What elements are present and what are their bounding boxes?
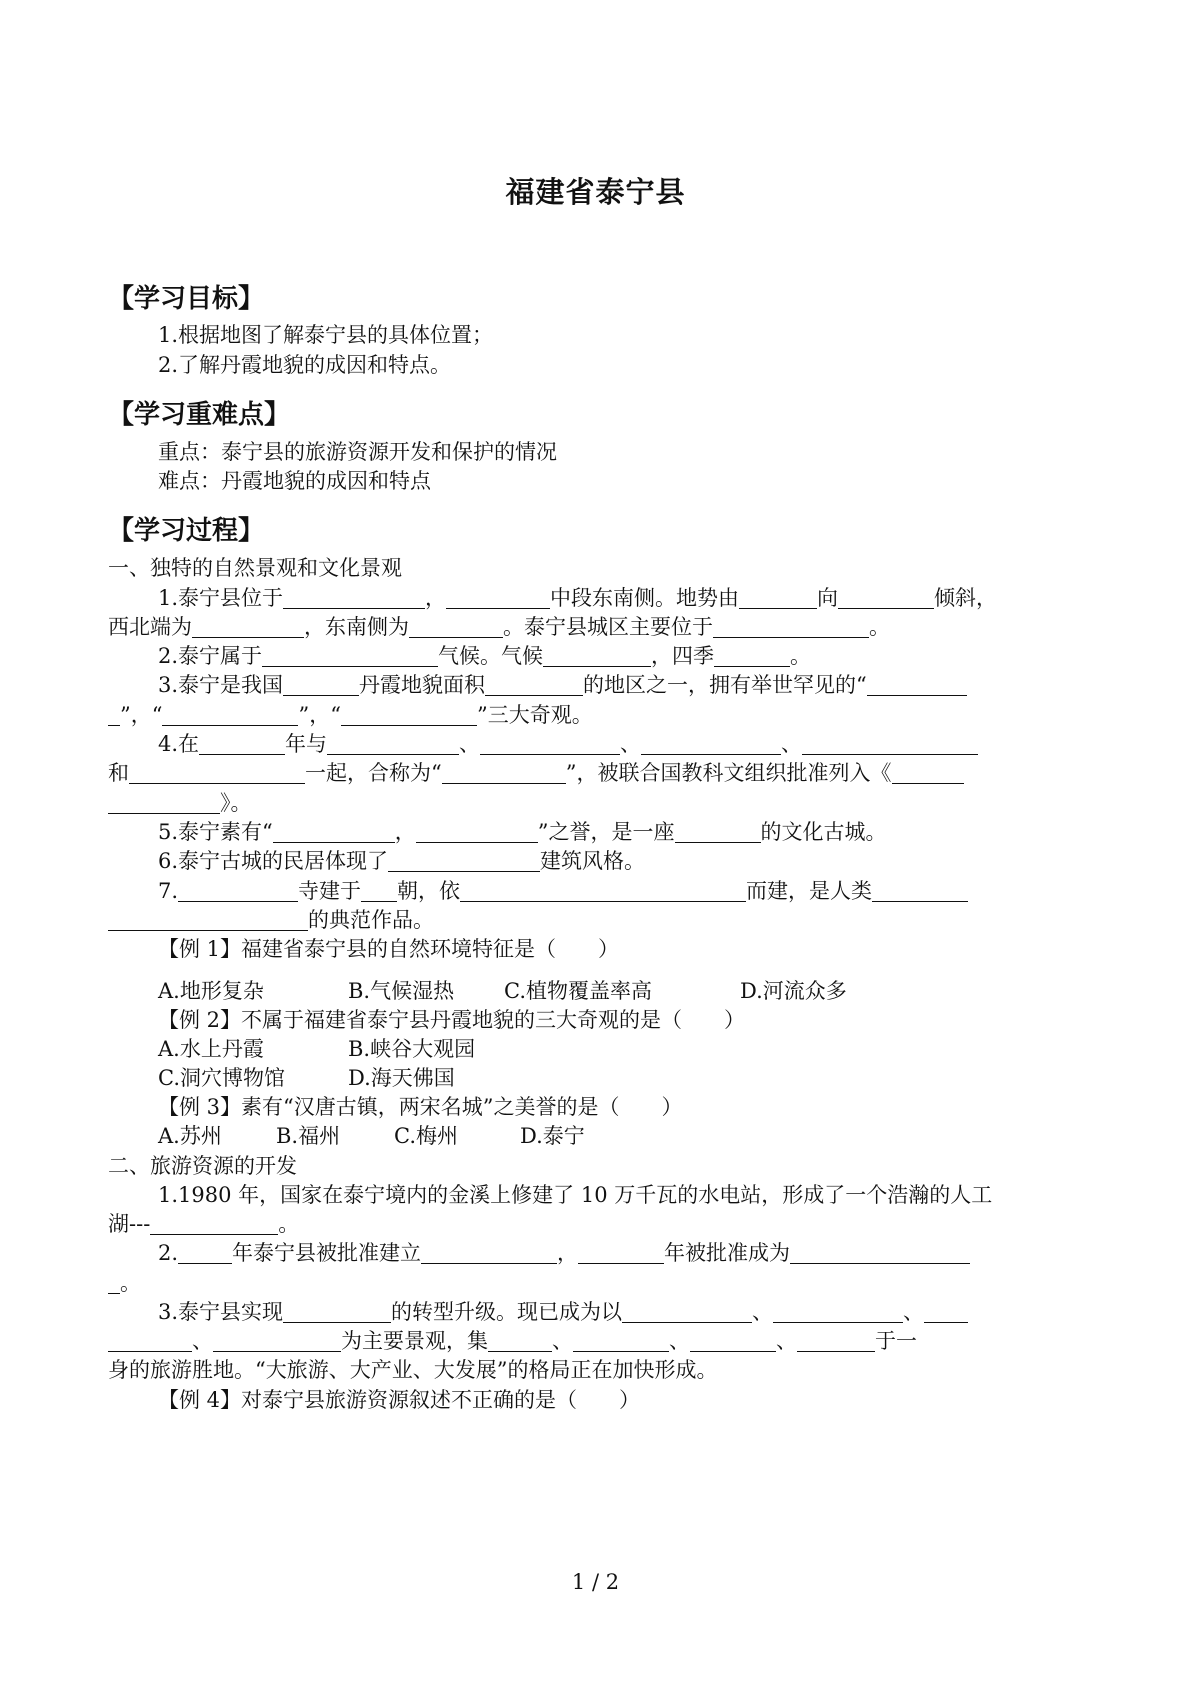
answer-blank[interactable] [488, 1330, 552, 1352]
part2-question-3-line-1: 3.泰宁县实现 的转型升级。现已成为以 、 、 [158, 1297, 968, 1327]
option-b[interactable]: B.福州 [276, 1124, 341, 1148]
answer-blank[interactable] [327, 733, 459, 755]
question-1-line-2: 西北端为 ，东南侧为 。泰宁县城区主要位于 。 [108, 615, 890, 639]
objectives-heading: 【学习目标】 [108, 284, 265, 314]
example-3-question: 【例 3】素有“汉唐古镇，两宋名城”之美誉的是（ ） [158, 1095, 683, 1119]
answer-blank[interactable] [714, 645, 790, 667]
answer-blank[interactable] [361, 880, 397, 902]
example-2-question: 【例 2】不属于福建省泰宁县丹霞地貌的三大奇观的是（ ） [158, 1008, 746, 1032]
option-a[interactable]: A.地形复杂 [158, 979, 264, 1003]
option-a[interactable]: A.苏州 [158, 1124, 222, 1148]
option-c[interactable]: C.植物覆盖率高 [504, 979, 652, 1003]
answer-blank[interactable] [108, 1330, 192, 1352]
answer-blank[interactable] [150, 1213, 278, 1235]
answer-blank[interactable] [641, 733, 781, 755]
question-5: 5.泰宁素有“ ， ”之誉，是一座 的文化古城。 [158, 820, 887, 844]
answer-blank[interactable] [924, 1301, 968, 1323]
answer-blank[interactable] [773, 1301, 903, 1323]
answer-blank[interactable] [573, 1330, 669, 1352]
example-4-question: 【例 4】对泰宁县旅游资源叙述不正确的是（ ） [158, 1388, 641, 1412]
answer-blank[interactable] [341, 704, 477, 726]
answer-blank[interactable] [790, 1242, 970, 1264]
option-c[interactable]: C.梅州 [394, 1124, 458, 1148]
answer-blank[interactable] [485, 674, 583, 696]
part2-question-2-line-1: 2. 年泰宁县被批准建立 ， 年被批准成为 [158, 1238, 970, 1268]
answer-blank[interactable] [108, 704, 120, 726]
question-2: 2.泰宁属于 气候。气候 ，四季 。 [158, 644, 812, 668]
example-2-options-row-2 [158, 1063, 455, 1093]
answer-blank[interactable] [213, 1330, 341, 1352]
answer-blank[interactable] [108, 909, 308, 931]
page-title: 福建省泰宁县 [505, 175, 686, 209]
answer-blank[interactable] [460, 880, 746, 902]
part2-question-2-line-2: 。 [108, 1268, 141, 1298]
answer-blank[interactable] [283, 674, 359, 696]
answer-blank[interactable] [108, 1272, 120, 1294]
answer-blank[interactable] [446, 587, 550, 609]
option-d[interactable]: D.泰宁 [520, 1124, 585, 1148]
option-d[interactable]: D.河流众多 [740, 979, 847, 1003]
answer-blank[interactable] [178, 1242, 232, 1264]
answer-blank[interactable] [108, 792, 220, 814]
part2-question-1-line-2: 湖--- 。 [108, 1212, 300, 1236]
answer-blank[interactable] [262, 645, 438, 667]
page-number: 1 / 2 [571, 1570, 620, 1594]
question-3-line-1: 3.泰宁是我国 丹霞地貌面积 的地区之一，拥有举世罕见的“ [158, 670, 967, 700]
answer-blank[interactable] [129, 762, 305, 784]
option-d[interactable]: D.海天佛国 [348, 1066, 455, 1090]
answer-blank[interactable] [872, 880, 968, 902]
answer-blank[interactable] [416, 821, 538, 843]
process-heading: 【学习过程】 [108, 516, 265, 546]
question-7-line-2: 的典范作品。 [108, 905, 434, 935]
example-1-question: 【例 1】福建省泰宁县的自然环境特征是（ ） [158, 937, 620, 961]
answer-blank[interactable] [675, 821, 761, 843]
answer-blank[interactable] [797, 1330, 875, 1352]
question-7-line-1: 7. 寺建于 朝，依 而建，是人类 [158, 876, 968, 906]
example-2-options-row-1 [158, 1034, 475, 1064]
answer-blank[interactable] [480, 733, 620, 755]
section-two-heading: 二、旅游资源的开发 [108, 1154, 297, 1178]
answer-blank[interactable] [273, 821, 395, 843]
answer-blank[interactable] [442, 762, 566, 784]
part2-question-1-line-1: 1.1980 年，国家在泰宁境内的金溪上修建了 10 万千瓦的水电站，形成了一个浩瀚的人工 [158, 1183, 993, 1207]
part2-question-3-line-3: 身的旅游胜地。“大旅游、大产业、大发展”的格局正在加快形成。 [108, 1358, 718, 1382]
keypoints-heading: 【学习重难点】 [108, 400, 291, 430]
objective-item: 2.了解丹霞地貌的成因和特点。 [158, 353, 452, 377]
question-3-line-2: ”，“ ”，“ ”三大奇观。 [108, 700, 593, 730]
answer-blank[interactable] [283, 1301, 391, 1323]
part2-question-3-line-2: 、 为主要景观，集 、 、 、 于一 [108, 1326, 917, 1356]
option-b[interactable]: B.峡谷大观园 [348, 1037, 476, 1061]
question-1-line-1: 1.泰宁县位于 ， 中段东南侧。地势由 向 倾斜， [158, 586, 998, 610]
option-c[interactable]: C.洞穴博物馆 [158, 1066, 285, 1090]
objective-item: 1.根据地图了解泰宁县的具体位置； [158, 323, 494, 347]
answer-blank[interactable] [409, 616, 503, 638]
answer-blank[interactable] [578, 1242, 664, 1264]
difficulty-point: 难点：丹霞地貌的成因和特点 [158, 469, 431, 493]
example-3-options [158, 1121, 585, 1151]
answer-blank[interactable] [283, 587, 425, 609]
answer-blank[interactable] [543, 645, 651, 667]
question-4-line-1: 4.在 年与 、 、 、 [158, 729, 978, 759]
question-4-line-2: 和 一起，合称为“ ”，被联合国教科文组织批准列入《 [108, 758, 964, 788]
option-b[interactable]: B.气候湿热 [348, 979, 455, 1003]
answer-blank[interactable] [388, 850, 540, 872]
question-4-line-3: 》。 [108, 788, 252, 818]
example-1-options [158, 976, 847, 1006]
answer-blank[interactable] [838, 587, 934, 609]
section-one-heading: 一、独特的自然景观和文化景观 [108, 556, 402, 580]
answer-blank[interactable] [690, 1330, 776, 1352]
answer-blank[interactable] [713, 616, 869, 638]
answer-blank[interactable] [192, 616, 304, 638]
answer-blank[interactable] [867, 674, 967, 696]
option-a[interactable]: A.水上丹霞 [158, 1037, 264, 1061]
answer-blank[interactable] [802, 733, 978, 755]
answer-blank[interactable] [892, 762, 964, 784]
answer-blank[interactable] [178, 880, 298, 902]
answer-blank[interactable] [199, 733, 285, 755]
question-6: 6.泰宁古城的民居体现了 建筑风格。 [158, 849, 646, 873]
key-point: 重点：泰宁县的旅游资源开发和保护的情况 [158, 440, 557, 464]
answer-blank[interactable] [622, 1301, 752, 1323]
answer-blank[interactable] [739, 587, 817, 609]
answer-blank[interactable] [421, 1242, 557, 1264]
answer-blank[interactable] [162, 704, 298, 726]
